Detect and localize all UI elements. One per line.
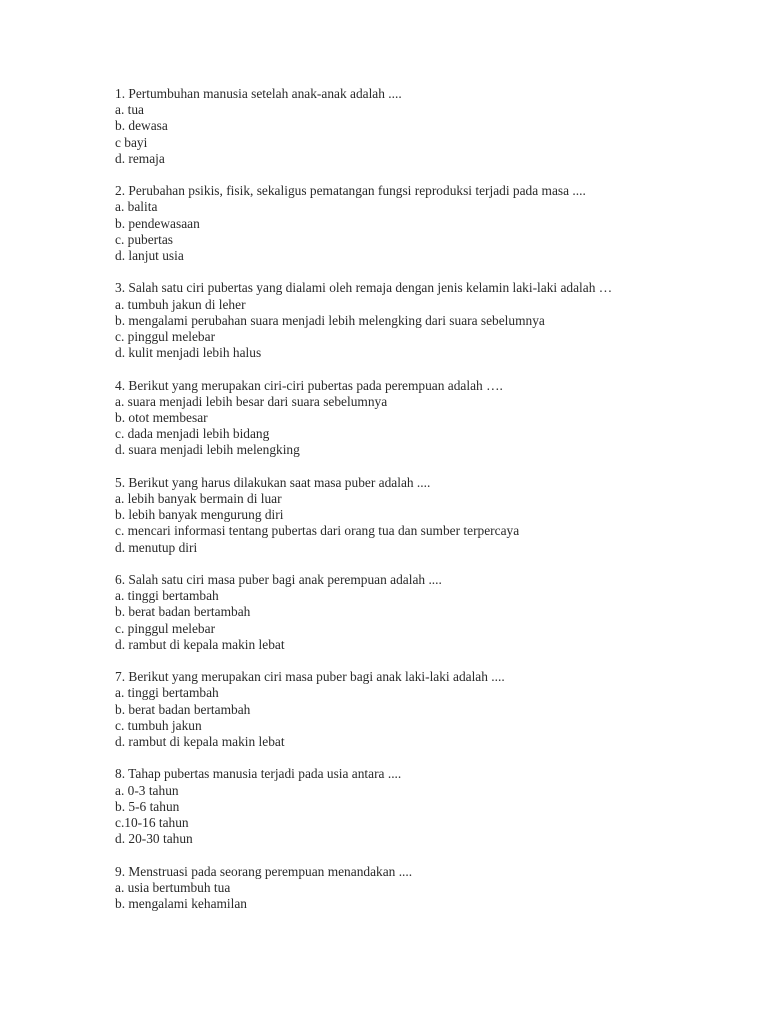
question-stem: 1. Pertumbuhan manusia setelah anak-anak adalah ....	[115, 86, 402, 101]
answer-option: c. pinggul melebar	[115, 620, 216, 636]
question-stem: 7. Berikut yang merupakan ciri masa puber bagi anak laki-laki adalah ....	[115, 669, 505, 685]
answer-option: b. berat badan bertambah	[115, 701, 251, 717]
question-stem: 6. Salah satu ciri masa puber bagi anak perempuan adalah ....	[115, 572, 442, 588]
question-7	[115, 669, 715, 750]
answer-option: d. 20-30 tahun	[115, 831, 193, 847]
answer-option: b. berat badan bertambah	[115, 604, 251, 620]
answer-option: c. tumbuh jakun	[115, 717, 202, 733]
answer-option: c. pubertas	[115, 231, 174, 247]
answer-option: c. mencari informasi tentang pubertas dari orang tua dan sumber terpercaya	[115, 523, 520, 539]
answer-option: c.10-16 tahun	[115, 815, 189, 831]
answer-option: d. remaja	[115, 150, 165, 166]
answer-option: a. 0-3 tahun	[115, 782, 179, 798]
answer-option: b. mengalami perubahan suara menjadi lebih melengking dari suara sebelumnya	[115, 312, 545, 328]
answer-option: b. dewasa	[115, 118, 168, 134]
answer-option: a. tua	[115, 102, 144, 118]
answer-option: b. pendewasaan	[115, 215, 200, 231]
answer-option: b. lebih banyak mengurung diri	[115, 507, 284, 523]
answer-option: d. lanjut usia	[115, 248, 184, 264]
answer-option: d. suara menjadi lebih melengking	[115, 442, 300, 458]
question-8	[115, 766, 715, 847]
question-stem: 9. Menstruasi pada seorang perempuan menandakan ....	[115, 863, 413, 879]
answer-option: a. lebih banyak bermain di luar	[115, 491, 282, 507]
answer-option: d. kulit menjadi lebih halus	[115, 345, 262, 361]
question-stem: 4. Berikut yang merupakan ciri-ciri pubertas pada perempuan adalah ….	[115, 377, 503, 393]
question-stem: 2. Perubahan psikis, fisik, sekaligus pematangan fungsi reproduksi terjadi pada masa ....	[115, 183, 586, 199]
question-2	[115, 183, 715, 264]
answer-option: a. suara menjadi lebih besar dari suara sebelumnya	[115, 393, 388, 409]
answer-option: b. 5-6 tahun	[115, 798, 180, 814]
question-5	[115, 475, 715, 556]
answer-option: c. pinggul melebar	[115, 329, 216, 345]
answer-option: a. tinggi bertambah	[115, 685, 219, 701]
answer-option: d. menutup diri	[115, 539, 198, 555]
answer-option: a. tumbuh jakun di leher	[115, 296, 246, 312]
answer-option: d. rambut di kepala makin lebat	[115, 636, 285, 652]
question-1	[115, 86, 715, 167]
question-6	[115, 572, 715, 653]
answer-option: b. mengalami kehamilan	[115, 896, 248, 912]
question-4	[115, 378, 715, 459]
question-stem: 5. Berikut yang harus dilakukan saat masa puber adalah ....	[115, 474, 431, 490]
answer-option: a. tinggi bertambah	[115, 588, 219, 604]
question-list	[115, 86, 715, 928]
answer-option: c. dada menjadi lebih bidang	[115, 426, 270, 442]
answer-option: c bayi	[115, 134, 148, 150]
question-stem: 3. Salah satu ciri pubertas yang dialami oleh remaja dengan jenis kelamin laki-laki adalah …	[115, 280, 613, 296]
question-stem: 8. Tahap pubertas manusia terjadi pada usia antara ....	[115, 766, 402, 782]
answer-option: d. rambut di kepala makin lebat	[115, 734, 285, 750]
question-3	[115, 280, 715, 361]
answer-option: a. usia bertumbuh tua	[115, 879, 231, 895]
answer-option: b. otot membesar	[115, 410, 208, 426]
question-9	[115, 864, 715, 913]
answer-option: a. balita	[115, 199, 158, 215]
